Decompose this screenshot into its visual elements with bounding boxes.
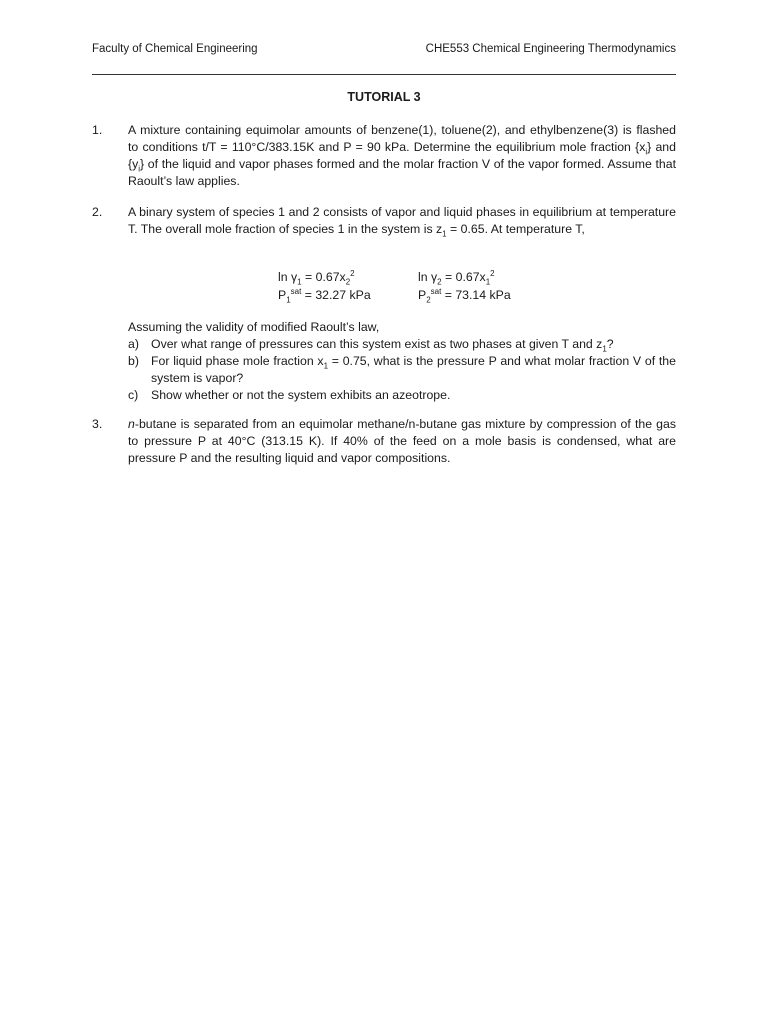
- question-number: 1.: [92, 123, 103, 137]
- equation-row: [278, 286, 558, 304]
- question-3: [92, 416, 676, 467]
- question-2: [92, 204, 676, 238]
- question-number: 3.: [92, 417, 103, 431]
- question-2-parts: [128, 336, 676, 404]
- part-a: a) Over what range of pressures can this system exist as two phases at given T and $z_1$?: [128, 337, 614, 354]
- equation-ln-gamma-1: $\ln \gamma_1 = 0.67x_2^2$: [278, 268, 355, 287]
- question-number: 2.: [92, 205, 103, 219]
- question-text: A binary system of species 1 and 2 consists of vapor and liquid phases in equilibrium at temperature T. The overall mole fraction of species 1 in the system is $z_1 = 0.65$. At temperature T,: [128, 205, 676, 239]
- equation-p1-sat: $P_1^{sat} = 32.27$ kPa: [278, 286, 371, 305]
- equation-ln-gamma-2: $\ln \gamma_2 = 0.67x_1^2$: [418, 268, 495, 287]
- question-text: A mixture containing equimolar amounts of benzene(1), toluene(2), and ethylbenzene(3) is flashed to conditions t/T = 110°C/383.15K and P = 90 kPa. Determine the equilibrium mole fraction $\{x_i\}$ and $\{y_i\}$ of the liquid and vapor phases formed and the molar fraction V of the vapor formed. Assume that Raoult’s law applies.: [128, 123, 676, 188]
- equation-p2-sat: $P_2^{sat} = 73.14$ kPa: [418, 286, 511, 305]
- header-faculty: Faculty of Chemical Engineering: [92, 43, 258, 55]
- header-course: CHE553 Chemical Engineering Thermodynamics: [425, 43, 676, 55]
- header-divider: [92, 74, 676, 75]
- page-header: [92, 43, 676, 55]
- equation-block: [278, 268, 558, 304]
- equation-row: [278, 268, 558, 286]
- part-b: b) For liquid phase mole fraction $x_1 = 0.75$, what is the pressure P and what molar fraction V of the system is vapor?: [128, 354, 676, 385]
- document-title: TUTORIAL 3: [347, 90, 421, 104]
- question-text: n-butane is separated from an equimolar methane/n-butane gas mixture by compression of the gas to pressure P at 40°C (313.15 K). If 40% of the feed on a mole basis is condensed, what are pressure P and the resulting liquid and vapor compositions.: [128, 417, 676, 465]
- part-c: c) Show whether or not the system exhibits an azeotrope.: [128, 388, 451, 402]
- question-1: [92, 122, 676, 190]
- question-2-intro: Assuming the validity of modified Raoult’s law,: [128, 320, 380, 334]
